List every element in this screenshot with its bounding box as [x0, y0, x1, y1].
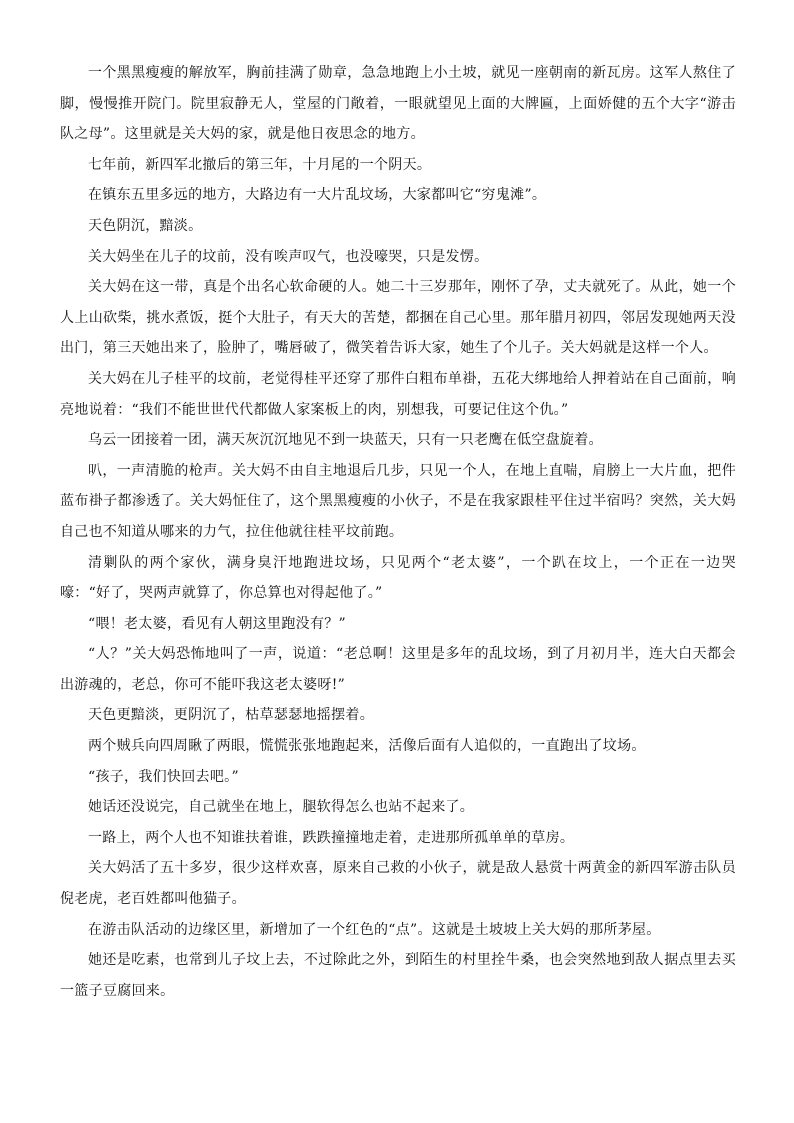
paragraph: 天色阴沉，黯淡。	[88, 217, 203, 234]
paragraph: 七年前，新四军北撤后的第三年，十月尾的一个阴天。	[88, 156, 432, 173]
paragraph: “人？”关大妈恐怖地叫了一声，说道：“老总啊！这里是多年的乱坟场，到了月初月半，连大白天都会出游魂的，老总，你可不能吓我这老太婆呀!”	[60, 646, 736, 693]
paragraph: 一个黑黑瘦瘦的解放军，胸前挂满了勋章，急急地跑上小土坡，就见一座朝南的新瓦房。这军人熬住了脚，慢慢推开院门。院里寂静无人，堂屋的门敞着，一眼就望见上面的大牌匾，上面娇健的五个大字“游击队之母”。这里就是关大妈的家，就是他日夜思念的地方。	[60, 65, 736, 143]
paragraph: 在游击队活动的边缘区里，新增加了一个红色的“点”。这就是土坡坡上关大妈的那所茅屋。	[88, 921, 661, 938]
article-body	[60, 58, 736, 1006]
paragraph: 关大妈活了五十多岁，很少这样欢喜，原来自己救的小伙子，就是敌人悬赏十两黄金的新四军游击队员倪老虎，老百姓都叫他猫子。	[60, 860, 736, 908]
paragraph: 她还是吃素，也常到儿子坟上去，不过除此之外，到陌生的村里拴牛桑，也会突然地到敌人据点里去买一篮子豆腐回来。	[60, 952, 736, 999]
paragraph: “喂！老太婆，看见有人朝这里跑没有？”	[88, 615, 347, 632]
paragraph: 两个贼兵向四周瞅了两眼，慌慌张张地跑起来，活像后面有人追似的，一直跑出了坟场。	[88, 738, 646, 755]
paragraph: 她话还没说完，自己就坐在地上，腿软得怎么也站不起来了。	[88, 799, 475, 816]
paragraph: 一路上，两个人也不知谁扶着谁，跌跌撞撞地走着，走进那所孤单单的草房。	[88, 829, 575, 846]
paragraph: 乌云一团接着一团，满天灰沉沉地见不到一块蓝天，只有一只老鹰在低空盘旋着。	[88, 432, 603, 449]
paragraph: 天色更黯淡，更阴沉了，枯草瑟瑟地摇摆着。	[88, 707, 374, 724]
paragraph: 清剿队的两个家伙，满身臭汗地跑进坟场，只见两个“老太婆”，一个趴在坟上，一个正在一边哭嚎：“好了，哭两声就算了，你总算也对得起他了。”	[60, 554, 736, 602]
paragraph: 关大妈在儿子桂平的坟前，老觉得桂平还穿了那件白粗布单褂，五花大绑地给人押着站在自己面前，响亮地说着：“我们不能世世代代都做人家案板上的肉，别想我，可要记住这个仇。”	[60, 370, 736, 418]
paragraph: 关大妈在这一带，真是个出名心软命硬的人。她二十三岁那年，刚怀了孕，丈夫就死了。从此，她一个人上山砍柴，挑水煮饭，挺个大肚子，有天大的苦楚，都捆在自己心里。那年腊月初四，邻居发现她两天没出门，第三天她出来了，脸肿了，嘴唇破了，微笑着告诉大家，她生了个儿子。关大妈就是这样一个人。	[60, 279, 736, 357]
paragraph: 叭，一声清脆的枪声。关大妈不由自主地退后几步，只见一个人，在地上直喘，肩膀上一大片血，把件蓝布褂子都渗透了。关大妈怔住了，这个黑黑瘦瘦的小伙子，不是在我家跟桂平住过半宿吗？突然，关大妈自己也不知道从哪来的力气，拉住他就往桂平坟前跑。	[60, 462, 736, 540]
paragraph: “孩子，我们快回去吧。”	[88, 768, 239, 785]
paragraph: 在镇东五里多远的地方，大路边有一大片乱坟场，大家都叫它“穷鬼滩”。	[88, 187, 547, 204]
paragraph: 关大妈坐在儿子的坟前，没有唉声叹气，也没嚎哭，只是发愣。	[88, 248, 489, 265]
